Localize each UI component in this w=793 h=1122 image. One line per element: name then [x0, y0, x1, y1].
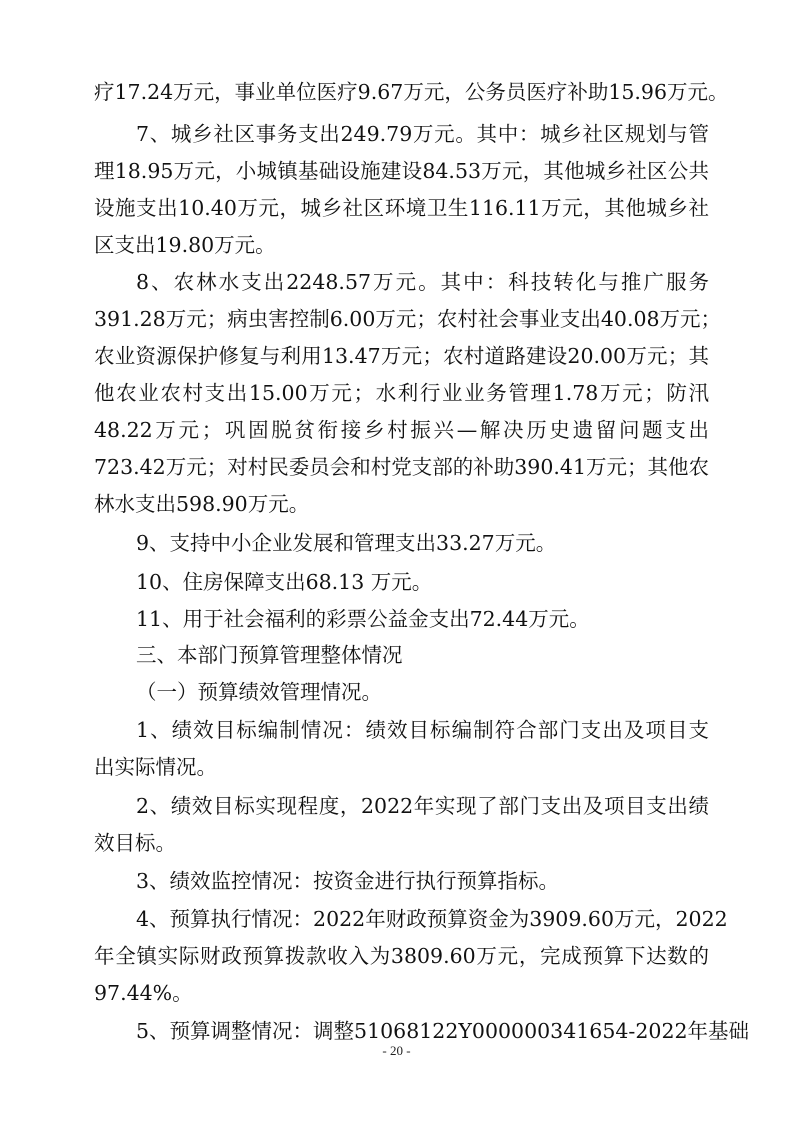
text-line: 97.44%。	[94, 981, 193, 1005]
text-line: 10、住房保障支出68.13 万元。	[136, 570, 433, 594]
text-line: 理18.95万元，小城镇基础设施建设84.53万元，其他城乡社区公共	[94, 159, 709, 183]
text-line: 4、预算执行情况：2022年财政预算资金为3909.60万元，2022	[136, 907, 728, 931]
text-line: 农业资源保护修复与利用13.47万元；农村道路建设20.00万元；其	[94, 344, 709, 368]
text-line: 8、农林水支出2248.57万元。其中：科技转化与推广服务	[136, 270, 709, 294]
text-line: 他农业农村支出15.00万元；水利行业业务管理1.78万元；防汛	[94, 381, 709, 405]
subsection-heading: （一）预算绩效管理情况。	[136, 680, 382, 704]
text-line: 5、预算调整情况：调整51068122Y000000341654-2022年基础	[136, 1019, 750, 1043]
text-line: 设施支出10.40万元，城乡社区环境卫生116.11万元，其他城乡社	[94, 196, 709, 220]
text-line: 林水支出598.90万元。	[94, 492, 310, 516]
text-line: 391.28万元；病虫害控制6.00万元；农村社会事业支出40.08万元；	[94, 307, 722, 331]
text-line: 年全镇实际财政预算拨款收入为3809.60万元，完成预算下达数的	[94, 944, 709, 968]
text-line: 723.42万元；对村民委员会和村党支部的补助390.41万元；其他农	[94, 455, 709, 479]
section-heading: 三、本部门预算管理整体情况	[136, 643, 403, 667]
text-line: 2、绩效目标实现程度，2022年实现了部门支出及项目支出绩	[136, 794, 709, 818]
text-line: 出实际情况。	[94, 755, 217, 779]
page-number: - 20 -	[382, 1043, 411, 1058]
text-line: 效目标。	[94, 831, 176, 855]
text-line: 1、绩效目标编制情况：绩效目标编制符合部门支出及项目支	[136, 718, 709, 742]
text-line: 3、绩效监控情况：按资金进行执行预算指标。	[136, 869, 560, 893]
text-line: 疗17.24万元，事业单位医疗9.67万元，公务员医疗补助15.96万元。	[94, 80, 729, 104]
text-line: 9、支持中小企业发展和管理支出33.27万元。	[136, 531, 557, 555]
text-line: 48.22万元；巩固脱贫衔接乡村振兴—解决历史遗留问题支出	[94, 418, 709, 442]
text-line: 区支出19.80万元。	[94, 233, 276, 257]
text-line: 11、用于社会福利的彩票公益金支出72.44万元。	[136, 607, 590, 631]
text-line: 7、城乡社区事务支出249.79万元。其中：城乡社区规划与管	[136, 122, 709, 146]
